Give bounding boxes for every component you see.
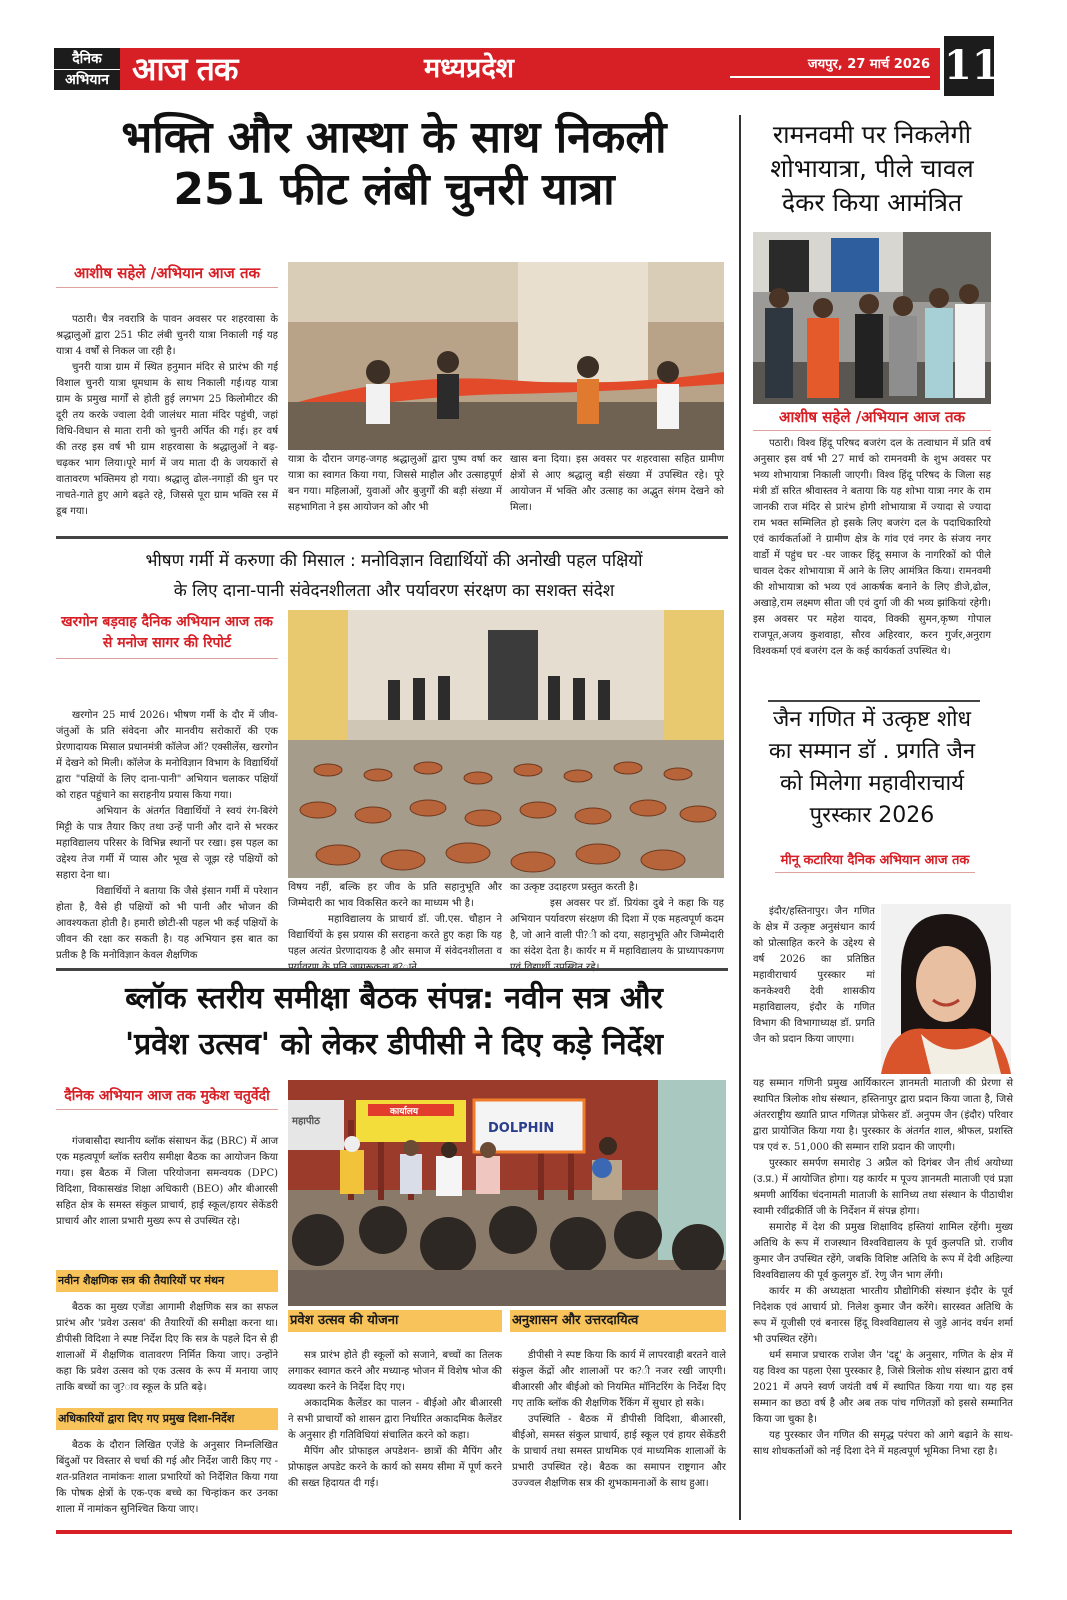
paragraph: पठारी। विश्व हिंदू परिषद बजरंग दल के तत्वाधान में प्रति वर्ष अनुसार इस वर्ष भी 27 मार्च को रामनवमी के शुभ अवसर पर भव्य शोभायात्रा निकाली जाएगी। विश्व हिंदू परिषद के जिला सह मंत्री डॉ सरित श्रीवास्तव ने बताया कि यह शोभा यात्रा नगर के राम जानकी राज मंदिर से प्रारंभ होगी शोभायात्रा में ज्यादा से ज्यादा राम भक्त सम्मिलित हो इसके लिए बजरंग दल के पदाधिकारियो एवं कार्यकर्ताओं ने ग्रामीण क्षेत्र के गांव एवं नगर के संजय नगर वार्डो में पहुंच घर -घर जाकर हिंदू समाज के नागरिकों को पीले चावल देकर शोभायात्रा में आने के लिए आमंत्रित किया। रामनवमी की शोभायात्रा को भव्य एवं आकर्षक बनाने के लिए डीजे,ढोल, अखाड़े,राम लक्ष्मण सीता जी एवं दुर्गा जी की भव्य झांकियां रहेगी। इस अवसर पर महेश यादव, विक्की सुमन,कृष्ण गोपाल राजपूत,अजय कुशवाहा, सौरव अहिरवार, करन गुर्जर,अनुराग विश्वकर्मा एवं बजरंग दल के कई कार्यकर्ता उपस्थित थे। [753,438,991,657]
logo-badge [54,48,120,90]
paragraph: बैठक के दौरान लिखित एजेंडे के अनुसार निम्नलिखित बिंदुओं पर विस्तार से चर्चा की गई और निर्देश जारी किए गए - शत-प्रतिशत नामांकनः शाला प्रभारियों को निर्देशित किया गया कि पोषक क्षेत्रों के एक-एक बच्चे का चिन्हांकन कर उनका शाला में नामांकन सुनिश्चित किया जाए। [56,1440,278,1515]
headline-line: 251 फीट लंबी चुनरी यात्रा [173,164,615,215]
story3-col3 [510,880,724,976]
story4-intro [753,904,875,1048]
section-rule [56,968,728,971]
paragraph: कार्यर म की अध्यक्षता भारतीय प्रौद्योगिकी संस्थान इंदौर के पूर्व निदेशक एवं आचार्य प्रो. निलेश कुमार जैन करेंगे। सारस्वत अतिथि के रूप में यूजीसी एवं बनारस हिंदू विश्वविद्यालय से जुड़े आनंद वर्धन शर्मा भी उपस्थित रहेंगे। [753,1286,1013,1345]
story1-byline: आशीष सहेले /अभियान आज तक [56,262,278,288]
headline-line: के लिए दाना-पानी संवेदनशीलता और पर्यावरण संरक्षण का सशक्त संदेश [173,581,615,601]
paragraph: यात्रा के दौरान जगह-जगह श्रद्धालुओं द्वारा पुष्प वर्षा कर यात्रा का स्वागत किया गया, जिससे माहौल और उत्साहपूर्ण बन गया। महिलाओं, युवाओं और बुजुर्गों की बड़ी संख्या में सहभागिता ने इस आयोजन को और भी [288,454,502,513]
paragraph: गंजबासौदा स्थानीय ब्लॉक संसाधन केंद्र (BRC) में आज एक महत्वपूर्ण ब्लॉक स्तरीय समीक्षा बैठक का आयोजन किया गया। इस बैठक में जिला परियोजना समन्वयक (DPC) विदिशा, विकासखंड शिक्षा अधिकारी (BEO) और बीआरसी सहित क्षेत्र के समस्त संकुल प्राचार्य, हाई स्कूल/हायर सेकेंडरी प्राचार्य और शाला प्रभारी मुख्य रूप से उपस्थित रहे। [56,1136,278,1227]
paragraph: इंदौर/हस्तिनापुर। जैन गणित के क्षेत्र में उत्कृष्ट अनुसंधान कार्य को प्रोत्साहित करने के उद्देश्य से वर्ष 2026 का प्रतिष्ठित महावीराचार्य पुरस्कार मां कनकेश्वरी देवी शासकीय महाविद्यालय, इंदौर के गणित विभाग की विभागाध्यक्ष डॉ. प्रगति जैन को प्रदान किया जाएगा। [753,906,875,1045]
banner-text-dolphin: DOLPHIN [488,1121,555,1136]
masthead [54,48,940,90]
paragraph: का उत्कृष्ट उदाहरण प्रस्तुत करती है। [510,882,639,893]
story4-headline [748,704,996,832]
group-photo [753,232,991,404]
paragraph: समारोह में देश की प्रमुख शिक्षाविद हस्तियां शामिल रहेंगी। मुख्य अतिथि के रूप में राजस्थान विश्वविद्यालय के पूर्व कुलपति प्रो. राजीव कुमार जैन उपस्थित रहेंगे, जबकि विशिष्ट अतिथि के रूप में देवी अहिल्या विश्वविद्यालय की पूर्व कुलगुरु डॉ. रेणु जैन भाग लेंगी। [753,1222,1013,1281]
paragraph: खरगोन 25 मार्च 2026। भीषण गर्मी के दौर में जीव-जंतुओं के प्रति संवेदना और मानवीय सरोकारों की एक प्रेरणादायक मिसाल प्रधानमंत्री कॉलेज ऑ? एक्सीलेंस, खरगोन में देखने को मिली। कॉलेज के मनोविज्ञान विभाग के विद्यार्थियों द्वारा "पक्षियों के लिए दाना-पानी" अभियान चलाकर पक्षियों को राहत पहुंचाने का सराहनीय प्रयास किया गया। [56,710,278,801]
story3-col1 [56,708,278,964]
logo-line-2: अभियान [54,69,120,90]
paragraph: इस अवसर पर डॉ. प्रियंका दुबे ने कहा कि यह अभियान पर्यावरण संरक्षण की दिशा में एक महत्वपूर्ण कदम है, जो आने वाली पी?ी को दया, सहानुभूति और जिम्मेदारी का संदेश देता है। कार्यर म में महाविद्यालय के प्राध्यापकगण [510,898,724,957]
story5-intro [56,1134,278,1230]
headline-line: ब्लॉक स्तरीय समीक्षा बैठक संपन्न: नवीन सत्र और [125,981,663,1016]
story3-photo [288,610,724,878]
paragraph: यह सम्मान गणिनी प्रमुख आर्यिकारत्न ज्ञानमती माताजी की प्रेरणा से स्थापित त्रिलोक शोध संस्थान, हस्तिनापुर द्वारा प्रदान किया जाता है, जिसे अंतरराष्ट्रीय ख्याति प्राप्त गणितज्ञ प्रोफेसर डॉ. अनुपम जैन (इंदौर) परिवार द्वारा प्रायोजित किया गया है। पुरस्कार के अंतर्गत शाल, श्रीफल, प्रशस्ति पत्र एवं रु. 51,000 की सम्मान राशि प्रदान की जाएगी। [753,1078,1013,1153]
story5-subhead-4: अनुशासन और उत्तरदायित्व [510,1310,726,1332]
story1-col3 [510,452,724,516]
logo-line-1: दैनिक [72,51,102,67]
story5-subhead-2: अधिकारियों द्वारा दिए गए प्रमुख दिशा-निर्देश [56,1408,278,1430]
headline-line: रामनवमी पर निकलेगी [772,120,972,149]
story3-col2 [288,880,502,976]
story4-portrait [881,904,1011,1074]
story5-col2 [288,1348,502,1492]
section-rule [768,700,980,702]
headline-line: पुरस्कार 2026 [809,803,935,828]
story1-col2 [288,452,502,516]
story5-photo [288,1080,726,1306]
paragraph: मैपिंग और प्रोफाइल अपडेशन- छात्रों की मैपिंग और प्रोफाइल अपडेट करने के कार्य को समय सीमा में पूर्ण करने की सख्त हिदायत दी गई। [288,1446,502,1489]
banner-text-office: कार्यालय [390,1107,419,1117]
story5-subhead-1: नवीन शैक्षणिक सत्र की तैयारियों पर मंथन [56,1270,278,1292]
headline-line: शोभायात्रा, पीले चावल [770,154,974,183]
banner-text-left: महापीठ [292,1116,320,1127]
paragraph: महाविद्यालय के प्राचार्य डॉ. जी.एस. चौहान ने विद्यार्थियों के इस प्रयास की सराहना करते हुए कहा कि यह पहल अत्यंत प्रेरणादायक है और समाज में संवेदनशीलता व [288,914,502,957]
story2-byline: आशीष सहेले /अभियान आज तक [753,406,991,431]
section-name: मध्यप्रदेश [424,53,515,84]
paragraph: डीपीसी ने स्पष्ट किया कि कार्य में लापरवाही बरतने वाले संकुल केंद्रों और शालाओं पर क?ी नजर रखी जाएगी। बीआरसी और बीईओ को नियमित मॉनिटरिंग के निर्देश दिए गए ताकि ब्लॉक की शैक्षणिक रैंकिंग में सुधार हो सके। [512,1350,726,1409]
newspaper-name: आज तक [132,50,238,88]
headline-line: को मिलेगा महावीराचार्य [779,771,965,796]
paragraph: पुरस्कार समर्पण समारोह 3 अप्रैल को दिगंबर जैन तीर्थ अयोध्या (उ.प्र.) में आयोजित होगा। यह कार्यर म पूज्य ज्ञानमती माताजी एवं प्रज्ञा श्रमणी आर्यिका चंदनामती माताजी के सानिध्य तथा संस्थान के पीठाधीश स्वामी रवींद्रकीर्ति जी के निर्देशन में संपन्न होगा। [753,1158,1013,1217]
meeting-hall-photo [288,1080,726,1306]
story4-byline: मीनू कटारिया दैनिक अभियान आज तक [775,852,975,873]
paragraph: विषय नहीं, बल्कि हर जीव के प्रति सहानुभूति और जिम्मेदारी का भाव विकसित करने का माध्यम भी है। [288,882,502,909]
dateline: जयपुर, 27 मार्च 2026 [807,57,930,72]
paragraph: उपस्थिति - बैठक में डीपीसी विदिशा, बीआरसी, बीईओ, समस्त संकुल प्राचार्य, हाई स्कूल एवं हायर सेकेंडरी के प्राचार्य तथा समस्त प्राथमिक एवं माध्यमिक शालाओं के प्रभारी उपस्थित रहे। बैठक का समापन राष्ट्रगान और उज्ज्वल शैक्षणिक सत्र की शुभकामनाओं के साथ हुआ। [512,1414,726,1489]
headline-line: का सम्मान डॉ . प्रगति जैन [768,739,976,764]
paragraph: यह पुरस्कार जैन गणित की समृद्ध परंपरा को आगे बढ़ाने के साथ-साथ शोधकर्ताओं को नई दिशा देने में महत्वपूर्ण भूमिका निभा रहा है। [753,1430,1013,1457]
page-number: 11 [944,36,994,96]
story5-col3 [512,1348,726,1492]
story5-byline: दैनिक अभियान आज तक मुकेश चतुर्वेदी [56,1086,278,1110]
story3-byline: खरगोन बड़वाह दैनिक अभियान आज तक से मनोज सागर की रिपोर्ट [56,612,278,659]
paragraph: विद्यार्थियों ने बताया कि जैसे इंसान गर्मी में परेशान होता है, वैसे ही पक्षियों को भी पानी और भोजन की आवश्यकता होती है। हमारी छोटी-सी पहल भी कई पक्षियों के जीवन की रक्षा कर सकती है। यह अभियान इस बात का प्रतीक है कि मनोविज्ञान केवल शैक्षणिक [56,886,278,961]
paragraph: खास बना दिया। इस अवसर पर शहरवासा सहित ग्रामीण क्षेत्रों से आए श्रद्धालु बड़ी संख्या में उपस्थित रहे। पूरे आयोजन में भक्ति और उत्साह का अद्भुत संगम देखने को मिला। [510,454,724,513]
paragraph: अभियान के अंतर्गत विद्यार्थियों ने स्वयं रंग-बिरंगे मिट्टी के पात्र तैयार किए तथा उन्हें पानी और दाने से भरकर महाविद्यालय परिसर के विभिन्न स्थानों पर रखा। इस पहल का उद्देश्य तेज गर्मी में प्यास और भूख से जूझ रहे पक्षियों को सहारा देना था। [56,806,278,881]
story4-body [753,1076,1013,1460]
bird-water-pots-photo [288,610,724,878]
footer-rule [56,1530,1012,1534]
story5-subhead-3: प्रवेश उत्सव की योजना [288,1310,502,1332]
story2-body [753,436,991,660]
story2-headline [748,118,996,220]
story3-headline [54,546,734,606]
headline-line: 'प्रवेश उत्सव' को लेकर डीपीसी ने दिए कड़े निर्देश [125,1027,663,1062]
paragraph: बैठक का मुख्य एजेंडा आगामी शैक्षणिक सत्र का सफल प्रारंभ और 'प्रवेश उत्सव' की तैयारियों की समीक्षा करना था। डीपीसी विदिशा ने स्पष्ट निर्देश दिए कि सत्र के पहले दिन से ही शालाओं में शैक्षणिक वातावरण निर्मित किया जाए। उन्होंने कहा कि प्रवेश उत्सव को एक उत्सव के रूप में मनाया जाए ताकि बच्चों का जु?ाव स्कूल के प्रति बढ़े। [56,1302,278,1393]
paragraph: चुनरी यात्रा ग्राम में स्थित हनुमान मंदिर से प्रारंभ की गई विशाल चुनरी यात्रा धूमधाम के साथ निकाली गई।यह यात्रा ग्राम के प्रमुख मार्गों से होती हुई लगभग 25 किलोमीटर की दूरी तय करके ज्वाला देवी जालंधर माता मंदिर पहुंची, जहां विधि-विधान से माता रानी को चुनरी अर्पित की गई। हर वर्ष की तरह इस वर्ष भी ग्राम शहरवासा के श्रद्धालुओं ने बढ़-चढ़कर भाग लिया।पूरे मार्ग में जय माता दी के जयकारों से वातावरण भक्तिमय हो गया। श्रद्धालु ढोल-नगाड़ों की धुन पर नाचते-गाते हुए आगे बढ़ते रहे, जिससे पूरा ग्राम भक्ति रस में डूब गया। [56,362,278,517]
paragraph: धर्म समाज प्रचारक राजेश जैन 'दद्दू' के अनुसार, गणित के क्षेत्र में यह विश्व का पहला ऐसा पुरस्कार है, जिसे त्रिलोक शोध संस्थान द्वारा वर्ष 2021 में अपने स्वर्ण जयंती वर्ष में स्थापित किया गया था। यह इस सम्मान का छठा वर्ष है और अब तक पांच गणितज्ञों को इससे सम्मानित किया जा चुका है। [753,1350,1013,1425]
story5-headline [54,976,734,1068]
story2-photo [753,232,991,404]
paragraph: पठारी। चैत्र नवरात्रि के पावन अवसर पर शहरवासा के श्रद्धालुओं द्वारा 251 फीट लंबी चुनरी यात्रा निकाली गई यह यात्रा 4 वर्षों से निकल जा रही है। [56,314,278,357]
column-divider [739,115,741,1520]
headline-line: देकर किया आमंत्रित [781,188,963,217]
headline-line: भीषण गर्मी में करुणा की मिसाल : मनोविज्ञान विद्यार्थियों की अनोखी पहल पक्षियों [145,551,643,571]
dateline-rule [730,76,930,78]
headline-line: भक्ति और आस्था के साथ निकली [121,112,667,163]
chunari-yatra-photo [288,262,724,450]
paragraph: अकादमिक कैलेंडर का पालन - बीईओ और बीआरसी ने सभी प्राचार्यों को शासन द्वारा निर्धारित अकादमिक कैलेंडर के अनुसार ही गतिविधियां संचालित करने को कहा। [288,1398,502,1441]
story1-headline [54,112,734,216]
story5-para2 [56,1438,278,1518]
headline-line: जैन गणित में उत्कृष्ट शोध [772,707,972,732]
paragraph: सत्र प्रारंभ होते ही स्कूलों को सजाने, बच्चों का तिलक लगाकर स्वागत करने और मध्यान्ह भोजन में विशेष भोज की व्यवस्था करने के निर्देश दिए गए। [288,1350,502,1393]
story1-photo [288,262,724,450]
story1-col1 [56,312,278,520]
section-rule [56,536,728,539]
portrait-photo [881,904,1011,1074]
story5-para1 [56,1300,278,1396]
